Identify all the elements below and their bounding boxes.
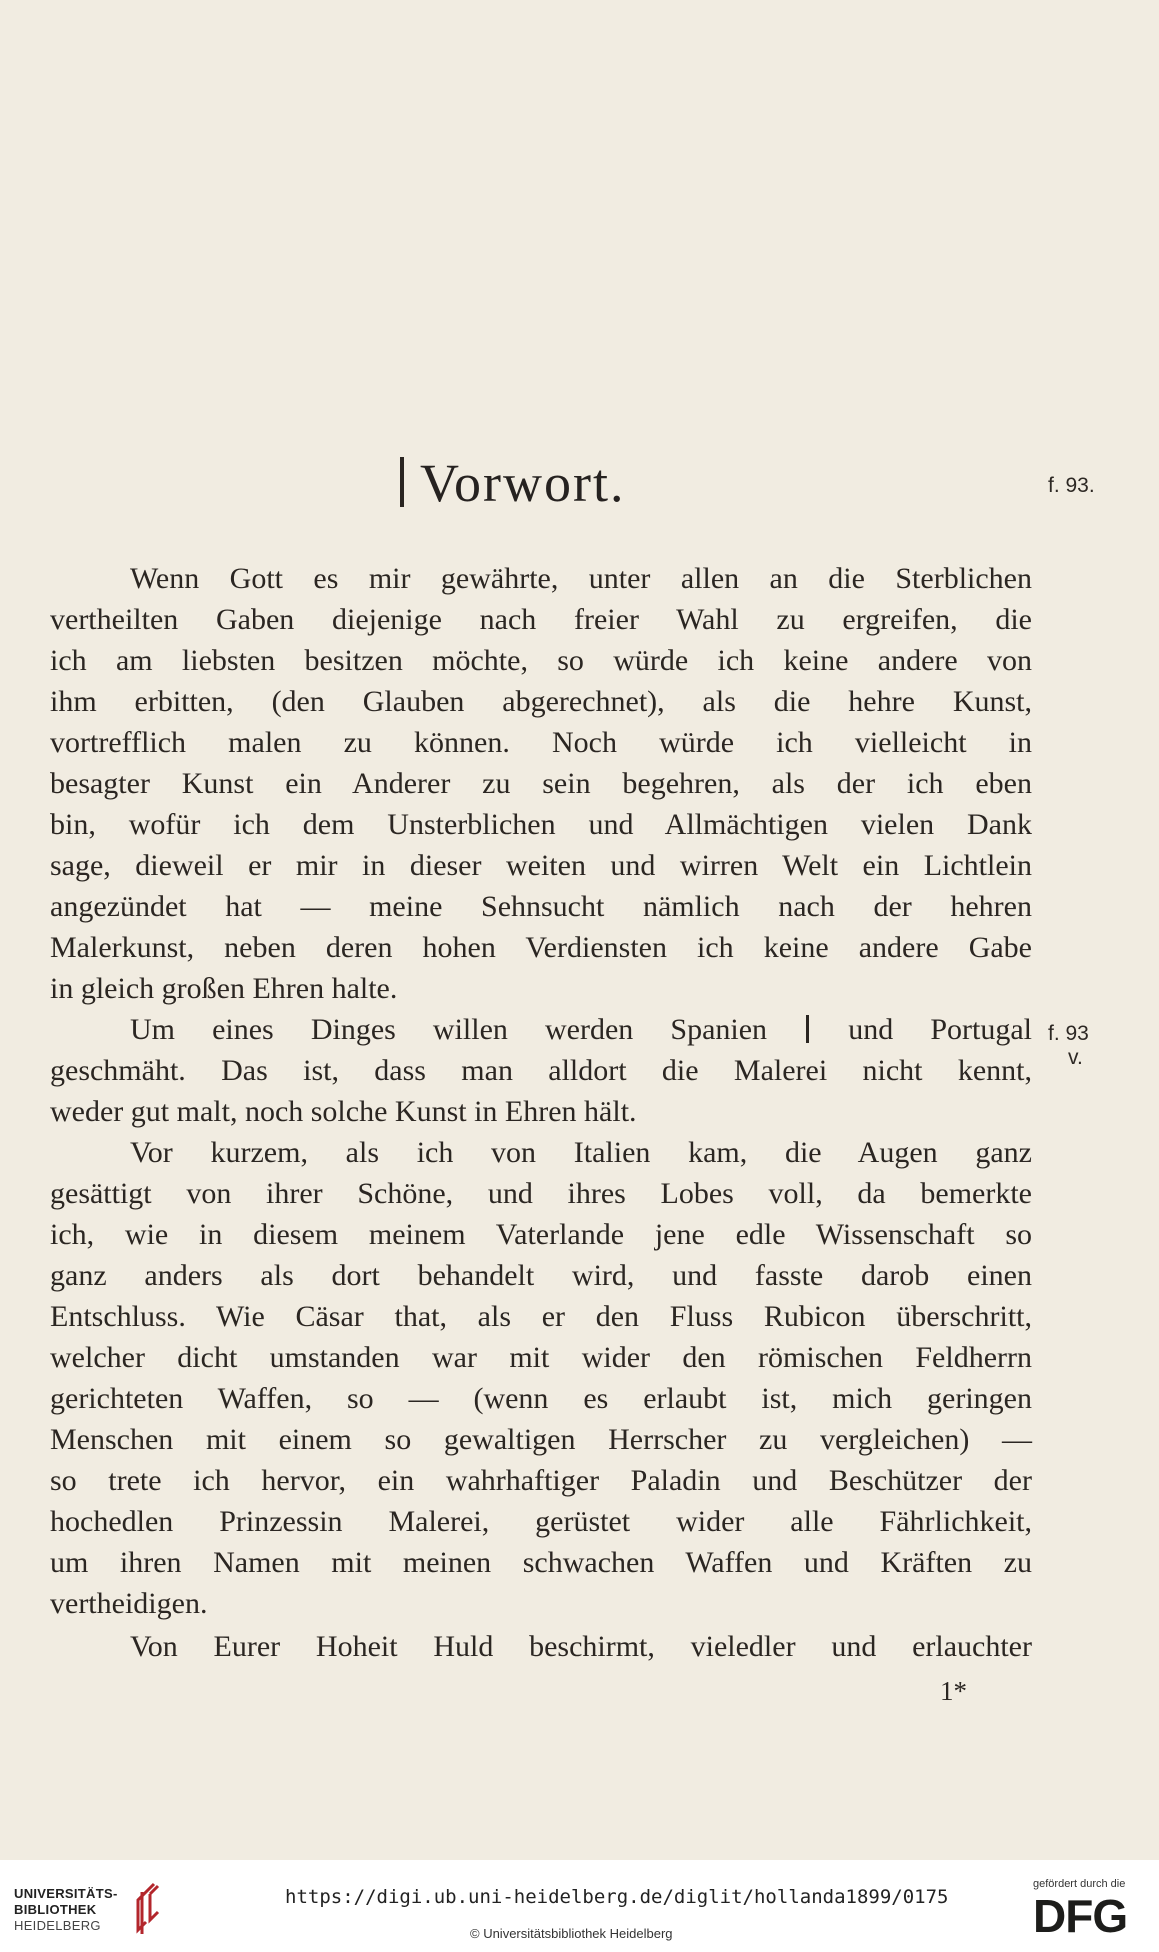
text-line: vertheidigen. xyxy=(50,1587,208,1620)
text-line: welcher dicht umstanden war mit wider den römischen Feldherrn xyxy=(50,1341,1032,1374)
text-line: Vor kurzem, als ich von Italien kam, die Augen ganz xyxy=(130,1136,1032,1169)
sponsor-label: gefördert durch die xyxy=(1033,1878,1126,1890)
text-line: ganz anders als dort behandelt wird, und fasste darob einen xyxy=(50,1259,1032,1292)
text-line: hochedlen Prinzessin Malerei, gerüstet wider alle Fährlichkeit, xyxy=(50,1505,1032,1538)
margin-note-folio: v. xyxy=(1068,1046,1083,1069)
margin-note-folio: f. 93 xyxy=(1048,1022,1089,1045)
text-line: ihm erbitten, (den Glauben abgerechnet), als die hehre Kunst, xyxy=(50,685,1032,718)
text-line: ich, wie in diesem meinem Vaterlande jene edle Wissenschaft so xyxy=(50,1218,1032,1251)
text-line: Von Eurer Hoheit Huld beschirmt, vieledler und erlauchter xyxy=(130,1630,1032,1663)
copyright-notice: © Universitätsbibliothek Heidelberg xyxy=(470,1926,673,1941)
library-name-line2: BIBLIOTHEK xyxy=(14,1902,97,1917)
text-line: um ihren Namen mit meinen schwachen Waffen und Kräften zu xyxy=(50,1546,1032,1579)
text-line: geschmäht. Das ist, dass man alldort die Malerei nicht kennt, xyxy=(50,1054,1032,1087)
ub-heidelberg-logo-icon xyxy=(132,1880,162,1938)
text-line: sage, dieweil er mir in dieser weiten und wirren Welt ein Lichtlein xyxy=(50,849,1032,882)
library-name-line3: HEIDELBERG xyxy=(14,1918,101,1933)
text-line xyxy=(130,1009,1032,1051)
folio-bar xyxy=(400,457,404,507)
page-heading: Vorwort. xyxy=(400,452,626,514)
text-line: angezündet hat — meine Sehnsucht nämlich nach der hehren xyxy=(50,890,1032,923)
text-line: vertheilten Gaben diejenige nach freier Wahl zu ergreifen, die xyxy=(50,603,1032,636)
page-number: 1* xyxy=(940,1676,967,1706)
text-line: gerichteten Waffen, so — (wenn es erlaubt ist, mich geringen xyxy=(50,1382,1032,1415)
dfg-logo: DFG xyxy=(1033,1890,1128,1942)
text-line: besagter Kunst ein Anderer zu sein begehren, als der ich eben xyxy=(50,767,1032,800)
text-line: weder gut malt, noch solche Kunst in Ehren hält. xyxy=(50,1095,637,1128)
text-line: Wenn Gott es mir gewährte, unter allen an die Sterblichen xyxy=(130,562,1032,595)
folio-bar xyxy=(806,1015,809,1043)
permalink-url[interactable]: https://digi.ub.uni-heidelberg.de/diglit/hollanda1899/0175 xyxy=(285,1886,949,1908)
text-line: bin, wofür ich dem Unsterblichen und Allmächtigen vielen Dank xyxy=(50,808,1032,841)
library-name-line1: UNIVERSITÄTS- xyxy=(14,1886,118,1901)
text-line: ich am liebsten besitzen möchte, so würde ich keine andere von xyxy=(50,644,1032,677)
text-segment: Um eines Dinges willen werden Spanien xyxy=(130,1013,768,1046)
text-line: Menschen mit einem so gewaltigen Herrscher zu vergleichen) — xyxy=(50,1423,1032,1456)
text-line: Malerkunst, neben deren hohen Verdiensten ich keine andere Gabe xyxy=(50,931,1032,964)
text-line: in gleich großen Ehren halte. xyxy=(50,972,398,1005)
viewer-footer xyxy=(0,1860,1159,1952)
text-line: vortrefflich malen zu können. Noch würde ich vielleicht in xyxy=(50,726,1032,759)
margin-note-folio: f. 93. xyxy=(1048,474,1095,497)
text-line: gesättigt von ihrer Schöne, und ihres Lobes voll, da bemerkte xyxy=(50,1177,1032,1210)
text-line: so trete ich hervor, ein wahrhaftiger Paladin und Beschützer der xyxy=(50,1464,1032,1497)
text-line: Entschluss. Wie Cäsar that, als er den Fluss Rubicon überschritt, xyxy=(50,1300,1032,1333)
text-segment: und Portugal xyxy=(848,1013,1033,1046)
